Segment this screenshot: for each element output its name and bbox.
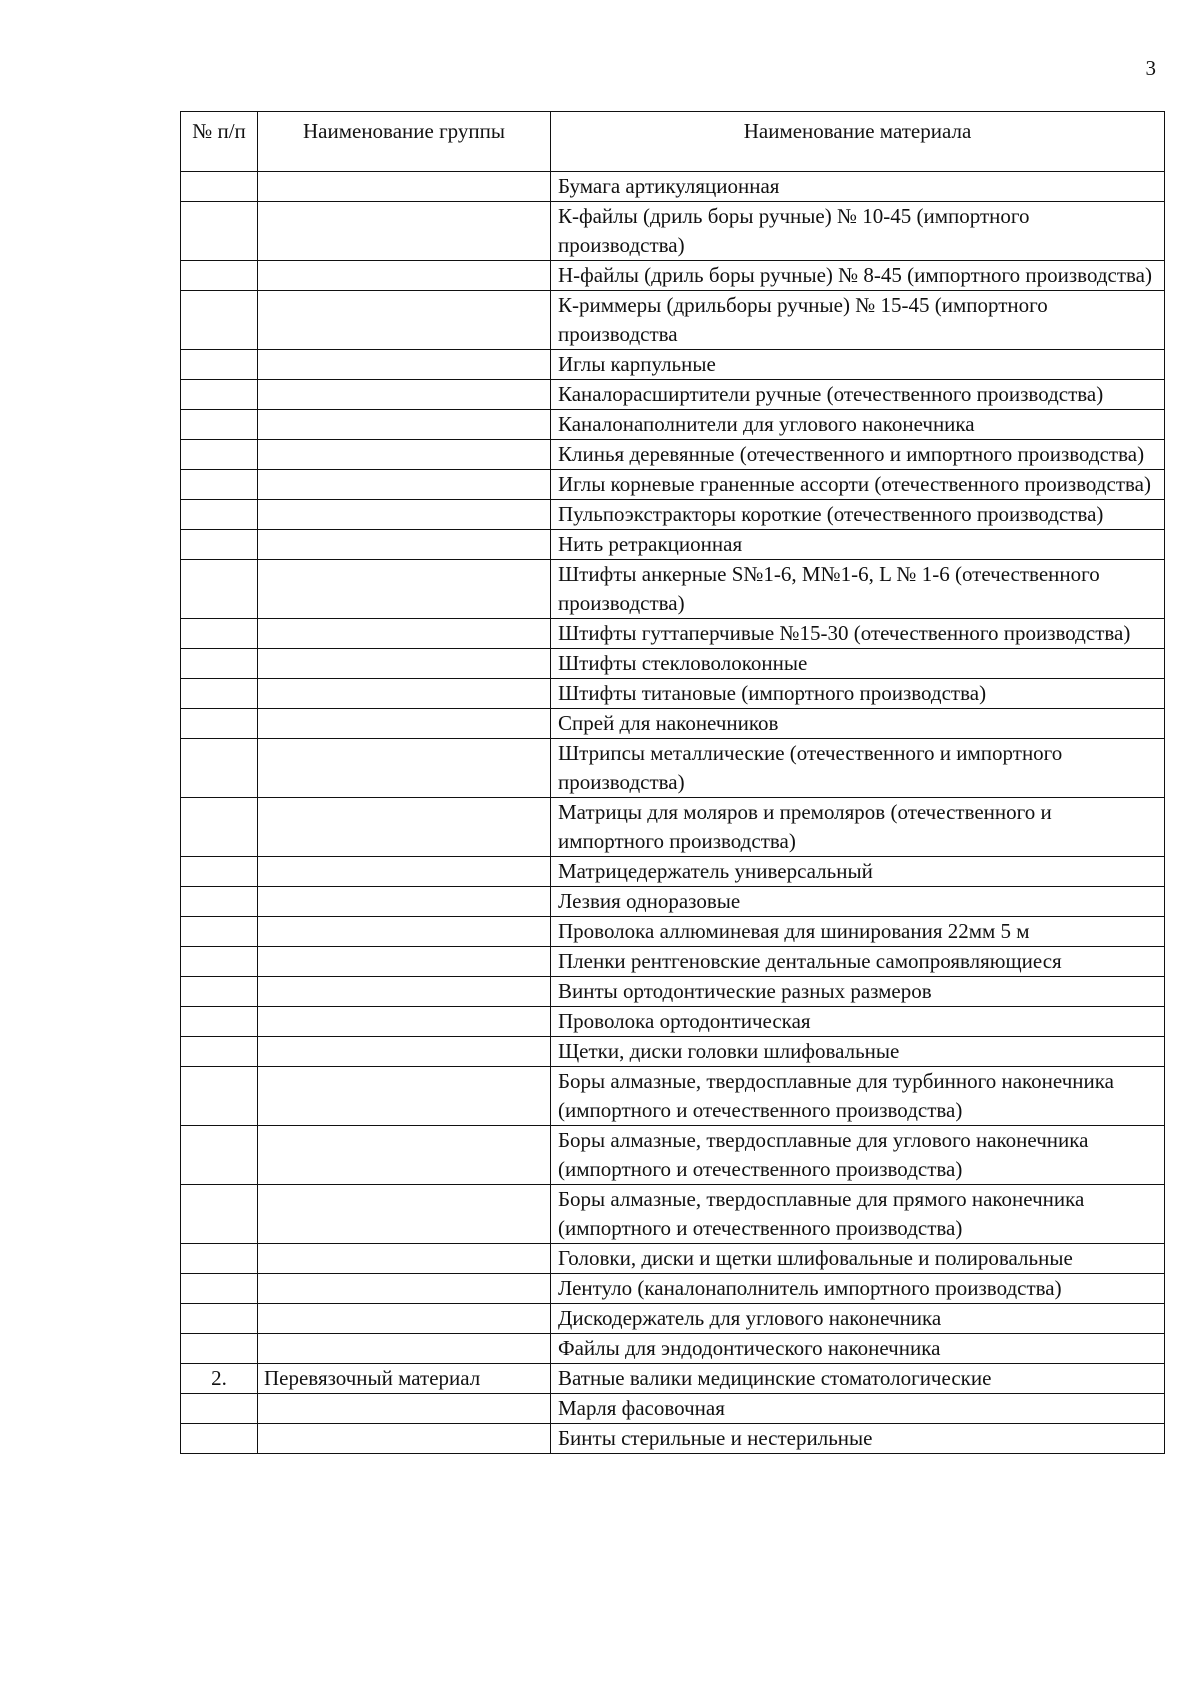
- table-row: [181, 887, 1165, 917]
- table-row: [181, 1067, 1165, 1126]
- row-number: [181, 798, 258, 857]
- row-group-name: [258, 350, 551, 380]
- table-row: [181, 798, 1165, 857]
- row-group-name: [258, 380, 551, 410]
- row-number: [181, 1037, 258, 1067]
- row-number: [181, 649, 258, 679]
- row-group-name: [258, 560, 551, 619]
- row-number: [181, 1274, 258, 1304]
- row-material-name: Бумага артикуляционная: [551, 172, 1165, 202]
- row-number: [181, 202, 258, 261]
- table-row: [181, 1394, 1165, 1424]
- row-number: [181, 470, 258, 500]
- row-group-name: Перевязочный материал: [258, 1364, 551, 1394]
- row-number: [181, 679, 258, 709]
- row-group-name: [258, 679, 551, 709]
- table-header-row: [181, 112, 1165, 172]
- row-material-name: Пленки рентгеновские дентальные самопроявляющиеся: [551, 947, 1165, 977]
- table-row: [181, 172, 1165, 202]
- row-number: [181, 619, 258, 649]
- row-group-name: [258, 261, 551, 291]
- row-material-name: Дискодержатель для углового наконечника: [551, 1304, 1165, 1334]
- row-number: [181, 530, 258, 560]
- table-row: [181, 1334, 1165, 1364]
- row-material-name: Боры алмазные, твердосплавные для турбинного наконечника (импортного и отечественного производства): [551, 1067, 1165, 1126]
- row-material-name: Штифты титановые (импортного производства): [551, 679, 1165, 709]
- row-material-name: Штифты стекловолоконные: [551, 649, 1165, 679]
- row-group-name: [258, 172, 551, 202]
- row-group-name: [258, 857, 551, 887]
- row-number: [181, 380, 258, 410]
- row-group-name: [258, 739, 551, 798]
- table-row: [181, 1274, 1165, 1304]
- row-material-name: Проволока ортодонтическая: [551, 1007, 1165, 1037]
- row-number: [181, 500, 258, 530]
- table-row: [181, 1126, 1165, 1185]
- row-number: [181, 977, 258, 1007]
- row-number: 2.: [181, 1364, 258, 1394]
- row-material-name: Иглы корневые граненные ассорти (отечественного производства): [551, 470, 1165, 500]
- row-group-name: [258, 887, 551, 917]
- row-material-name: Каналорасширтители ручные (отечественного производства): [551, 380, 1165, 410]
- row-material-name: Бинты стерильные и нестерильные: [551, 1424, 1165, 1454]
- row-group-name: [258, 202, 551, 261]
- row-number: [181, 857, 258, 887]
- table-row: [181, 1364, 1165, 1394]
- row-group-name: [258, 1394, 551, 1424]
- row-group-name: [258, 440, 551, 470]
- row-material-name: Спрей для наконечников: [551, 709, 1165, 739]
- table-body: [181, 172, 1165, 1454]
- row-group-name: [258, 470, 551, 500]
- row-number: [181, 1185, 258, 1244]
- row-group-name: [258, 1424, 551, 1454]
- header-material-name: Наименование материала: [551, 112, 1165, 172]
- table-row: [181, 857, 1165, 887]
- row-material-name: Лезвия одноразовые: [551, 887, 1165, 917]
- table-row: [181, 470, 1165, 500]
- row-material-name: Головки, диски и щетки шлифовальные и полировальные: [551, 1244, 1165, 1274]
- row-material-name: Марля фасовочная: [551, 1394, 1165, 1424]
- row-material-name: К-файлы (дриль боры ручные) № 10-45 (импортного производства): [551, 202, 1165, 261]
- header-group-name: Наименование группы: [258, 112, 551, 172]
- row-group-name: [258, 1007, 551, 1037]
- row-material-name: Штифты анкерные S№1-6, M№1-6, L № 1-6 (отечественного производства): [551, 560, 1165, 619]
- row-group-name: [258, 1126, 551, 1185]
- row-group-name: [258, 1304, 551, 1334]
- row-group-name: [258, 410, 551, 440]
- table-row: [181, 380, 1165, 410]
- row-group-name: [258, 917, 551, 947]
- table-row: [181, 410, 1165, 440]
- table-row: [181, 1244, 1165, 1274]
- row-group-name: [258, 1185, 551, 1244]
- row-group-name: [258, 977, 551, 1007]
- row-number: [181, 1007, 258, 1037]
- table-row: [181, 1304, 1165, 1334]
- row-group-name: [258, 530, 551, 560]
- row-number: [181, 887, 258, 917]
- row-material-name: Матрицы для моляров и премоляров (отечественного и импортного производства): [551, 798, 1165, 857]
- row-number: [181, 947, 258, 977]
- row-number: [181, 709, 258, 739]
- row-group-name: [258, 619, 551, 649]
- page-number: 3: [1145, 56, 1156, 80]
- row-material-name: К-риммеры (дрильборы ручные) № 15-45 (импортного производства: [551, 291, 1165, 350]
- header-number: № п/п: [181, 112, 258, 172]
- row-number: [181, 917, 258, 947]
- table-row: [181, 947, 1165, 977]
- row-material-name: Проволока аллюминевая для шинирования 22мм 5 м: [551, 917, 1165, 947]
- row-material-name: Каналонаполнители для углового наконечника: [551, 410, 1165, 440]
- table-row: [181, 1424, 1165, 1454]
- materials-table: [180, 111, 1165, 1454]
- row-number: [181, 172, 258, 202]
- table-row: [181, 291, 1165, 350]
- row-material-name: Матрицедержатель универсальный: [551, 857, 1165, 887]
- table-row: [181, 649, 1165, 679]
- row-material-name: Винты ортодонтические разных размеров: [551, 977, 1165, 1007]
- table-row: [181, 1185, 1165, 1244]
- table-row: [181, 1037, 1165, 1067]
- table-row: [181, 619, 1165, 649]
- table-row: [181, 739, 1165, 798]
- row-number: [181, 350, 258, 380]
- row-number: [181, 1424, 258, 1454]
- table-row: [181, 709, 1165, 739]
- row-number: [181, 1244, 258, 1274]
- table-row: [181, 679, 1165, 709]
- table-row: [181, 261, 1165, 291]
- row-number: [181, 1304, 258, 1334]
- row-material-name: Боры алмазные, твердосплавные для углового наконечника (импортного и отечественного производства): [551, 1126, 1165, 1185]
- row-number: [181, 291, 258, 350]
- row-group-name: [258, 947, 551, 977]
- row-group-name: [258, 1067, 551, 1126]
- table-row: [181, 560, 1165, 619]
- row-number: [181, 1334, 258, 1364]
- row-number: [181, 739, 258, 798]
- row-material-name: Боры алмазные, твердосплавные для прямого наконечника (импортного и отечественного производства): [551, 1185, 1165, 1244]
- row-material-name: Иглы карпульные: [551, 350, 1165, 380]
- row-number: [181, 1126, 258, 1185]
- table-row: [181, 440, 1165, 470]
- row-number: [181, 1394, 258, 1424]
- row-material-name: Пульпоэкстракторы короткие (отечественного производства): [551, 500, 1165, 530]
- row-number: [181, 1067, 258, 1126]
- row-material-name: Нить ретракционная: [551, 530, 1165, 560]
- row-number: [181, 261, 258, 291]
- row-number: [181, 560, 258, 619]
- table-row: [181, 500, 1165, 530]
- row-material-name: Файлы для эндодонтического наконечника: [551, 1334, 1165, 1364]
- row-group-name: [258, 1274, 551, 1304]
- row-material-name: Лентуло (каналонаполнитель импортного производства): [551, 1274, 1165, 1304]
- row-group-name: [258, 649, 551, 679]
- table-row: [181, 202, 1165, 261]
- row-group-name: [258, 1244, 551, 1274]
- row-material-name: Клинья деревянные (отечественного и импортного производства): [551, 440, 1165, 470]
- row-material-name: Штифты гуттаперчивые №15-30 (отечественного производства): [551, 619, 1165, 649]
- row-material-name: Ватные валики медицинские стоматологические: [551, 1364, 1165, 1394]
- row-number: [181, 410, 258, 440]
- row-group-name: [258, 798, 551, 857]
- row-group-name: [258, 500, 551, 530]
- row-material-name: Щетки, диски головки шлифовальные: [551, 1037, 1165, 1067]
- row-group-name: [258, 1334, 551, 1364]
- table-row: [181, 530, 1165, 560]
- row-group-name: [258, 1037, 551, 1067]
- table-row: [181, 917, 1165, 947]
- row-group-name: [258, 291, 551, 350]
- table-row: [181, 977, 1165, 1007]
- row-material-name: Штрипсы металлические (отечественного и импортного производства): [551, 739, 1165, 798]
- table-row: [181, 1007, 1165, 1037]
- row-number: [181, 440, 258, 470]
- table-row: [181, 350, 1165, 380]
- row-group-name: [258, 709, 551, 739]
- row-material-name: Н-файлы (дриль боры ручные) № 8-45 (импортного производства): [551, 261, 1165, 291]
